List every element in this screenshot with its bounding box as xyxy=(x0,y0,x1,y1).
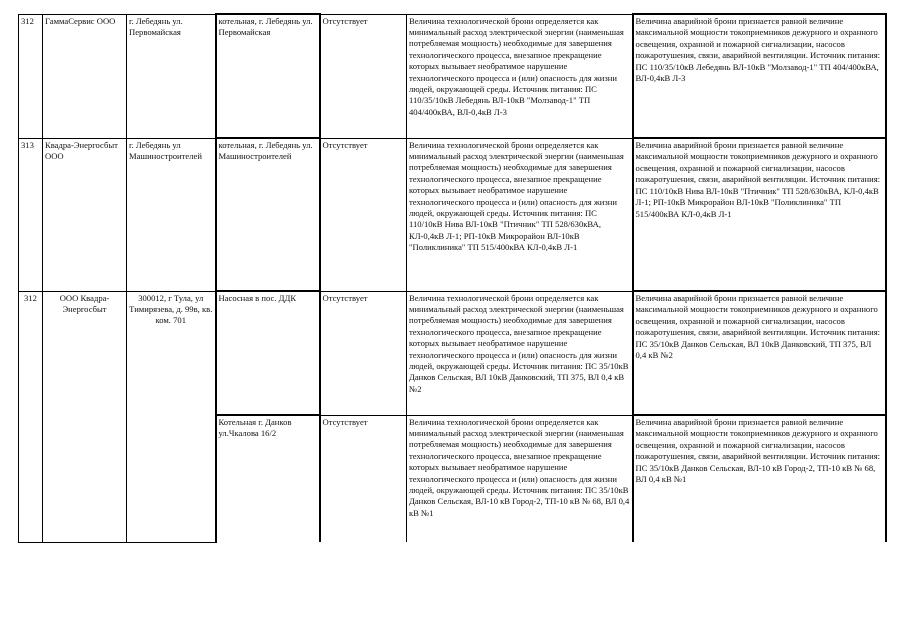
row-number: 312 xyxy=(19,14,43,138)
table-row xyxy=(19,14,886,138)
technological-reserve: Величина технологической брони определяется как минимальный расход электрической энергии (наименьшая потребляемая мощность) необходимые для завершения технологического процесса, внезапное прекращение которых вызывает необратимое нарушение технологического процесса и (или) опасность для жизни людей, окружающей среды. Источник питания: ПС 110/10кВ Нива ВЛ-10кВ "Птичник" ТП 528/630кВА, КЛ-0,4кВ Л-1; РП-10кВ Микрорайон ВЛ-10кВ "Поликлиника" ТП 515/400кВА КЛ-0,4кВ Л-1 xyxy=(407,138,633,291)
organization-name: ООО Квадра-Энергосбыт xyxy=(43,291,127,542)
table-row xyxy=(19,138,886,291)
row-number: 312 xyxy=(19,291,43,542)
note: Отсутствует xyxy=(320,291,407,415)
organization-name: Квадра-Энергосбыт ООО xyxy=(43,138,127,291)
organization-address: г. Лебедянь ул. Первомайская xyxy=(127,14,216,138)
reservation-table xyxy=(18,13,887,543)
technological-reserve: Величина технологической брони определяется как минимальный расход электрической энергии (наименьшая потребляемая мощность) необходимые для завершения технологического процесса, внезапное прекращение которых вызывает необратимое нарушение технологического процесса и (или) опасность для жизни людей, окружающей среды. Источник питания: ПС 35/10кВ Данков Сельская, ВЛ-10 кВ Город-2, ТП-10 кВ № 68, ВЛ 0,4 кВ №1 xyxy=(407,415,633,542)
emergency-reserve: Величина аварийной брони признается равной величине максимальной мощности токоприемников дежурного и охранного освещения, охранной и пожарной сигнализации, насосов пожаротушения, связи, аварийной вентиляции. Источник питания: ПС 110/10кВ Нива ВЛ-10кВ "Птичник" ТП 528/630кВА, КЛ-0,4кВ Л-1; РП-10кВ Микрорайон ВЛ-10кВ "Поликлиника" ТП 515/400кВА КЛ-0,4кВ Л-1 xyxy=(633,138,886,291)
technological-reserve: Величина технологической брони определяется как минимальный расход электрической энергии (наименьшая потребляемая мощность) необходимые для завершения технологического процесса, внезапное прекращение которых вызывает необратимое нарушение технологического процесса и (или) опасность для жизни людей, окружающей среды. Источник питания: ПС 110/35/10кВ Лебедянь ВЛ-10кВ "Молзавод-1" ТП 404/400кВА, ВЛ-0,4кВ Л-3 xyxy=(407,14,633,138)
object-name: котельная, г. Лебедянь ул. Первомайская xyxy=(216,14,320,138)
organization-address: г. Лебедянь ул Машиностроителей xyxy=(127,138,216,291)
object-name: котельная, г. Лебедянь ул. Машиностроителей xyxy=(216,138,320,291)
row-number: 313 xyxy=(19,138,43,291)
emergency-reserve: Величина аварийной брони признается равной величине максимальной мощности токоприемников дежурного и охранного освещения, охранной и пожарной сигнализации, насосов пожаротушения, связи, аварийной вентиляции. Источник питания: ПС 35/10кВ Данков Сельская, ВЛ 10кВ Данковский, ТП 375, ВЛ 0,4 кВ №2 xyxy=(633,291,886,415)
object-name: Насосная в пос. ДДК xyxy=(216,291,320,415)
emergency-reserve: Величина аварийной брони признается равной величине максимальной мощности токоприемников дежурного и охранного освещения, охранной и пожарной сигнализации, насосов пожаротушения, связи, аварийной вентиляции. Источник питания: ПС 110/35/10кВ Лебедянь ВЛ-10кВ "Молзавод-1" ТП 404/400кВА, ВЛ-0,4кВ Л-3 xyxy=(633,14,886,138)
note: Отсутствует xyxy=(320,14,407,138)
table-row xyxy=(19,291,886,415)
organization-name: ГаммаСервис ООО xyxy=(43,14,127,138)
note: Отсутствует xyxy=(320,415,407,542)
emergency-reserve: Величина аварийной брони признается равной величине максимальной мощности токоприемников дежурного и охранного освещения, охранной и пожарной сигнализации, насосов пожаротушения, связи, аварийной вентиляции. Источник питания: ПС 35/10кВ Данков Сельская, ВЛ-10 кВ Город-2, ТП-10 кВ № 68, ВЛ 0,4 кВ №1 xyxy=(633,415,886,542)
organization-address: 300012, г Тула, ул Тимирязева, д. 99в, кв. ком. 701 xyxy=(127,291,216,542)
technological-reserve: Величина технологической брони определяется как минимальный расход электрической энергии (наименьшая потребляемая мощность) необходимые для завершения технологического процесса, внезапное прекращение которых вызывает необратимое нарушение технологического процесса и (или) опасность для жизни людей, окружающей среды. Источник питания: ПС 35/10кВ Данков Сельская, ВЛ 10кВ Данковский, ТП 375, ВЛ 0,4 кВ №2 xyxy=(407,291,633,415)
object-name: Котельная г. Данков ул.Чкалова 16/2 xyxy=(216,415,320,542)
note: Отсутствует xyxy=(320,138,407,291)
